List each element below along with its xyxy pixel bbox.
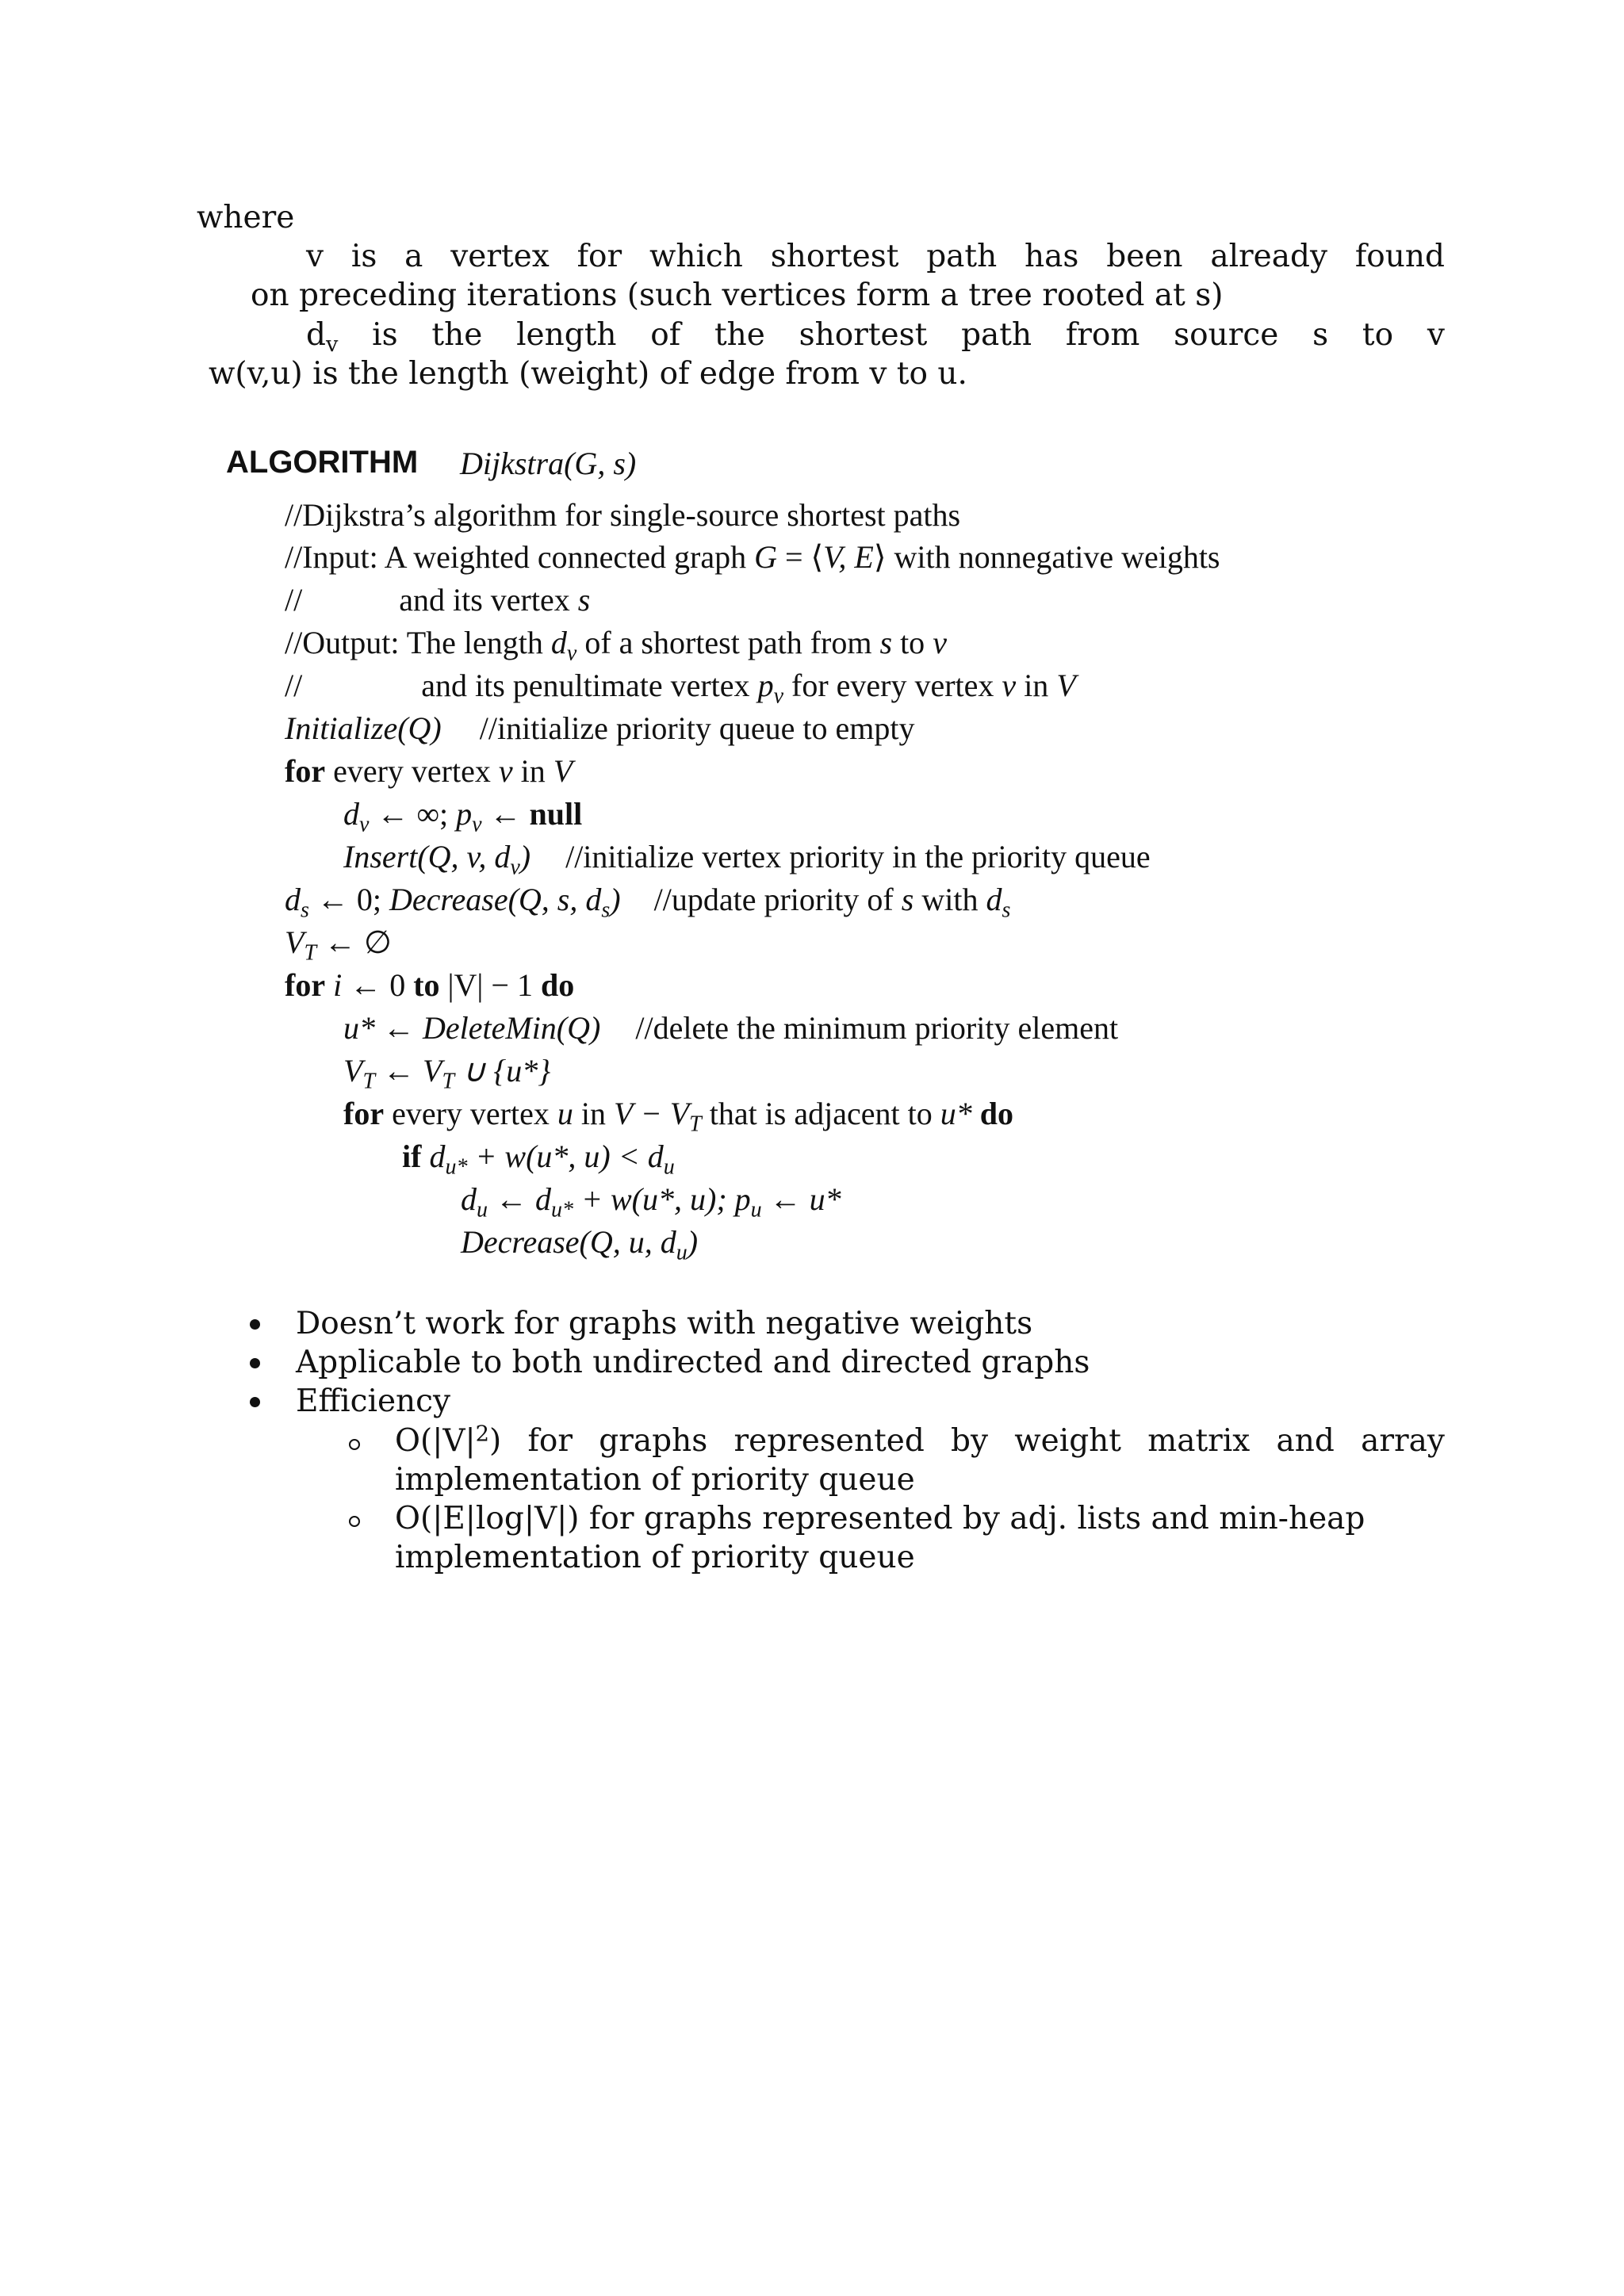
alg-line-deletemin: u* ← DeleteMin(Q) //delete the minimum priority element — [343, 1010, 1119, 1046]
efficiency-matrix-line-2: implementation of priority queue — [395, 1462, 915, 1498]
alg-line-init-dv: $d_v$ ← ∞; $p_v$ ← null — [343, 796, 583, 837]
where-label: where — [197, 200, 295, 235]
alg-line-if: if $d_{u*} + w(u*$, $u) < d_u$ — [402, 1138, 675, 1180]
alg-comment-1: //Dijkstra’s algorithm for single-source shortest paths — [285, 497, 961, 533]
alg-line-vt-union: $V_T$ ← $V_T$ ∪ {u*} — [343, 1053, 551, 1094]
bullet-dot — [250, 1397, 260, 1407]
intro-line-3: $d_v$ is the length of the shortest path from source s to v — [306, 317, 1445, 358]
alg-comment-output: //Output: The length $d_v$ of a shortest path from s to v — [285, 625, 947, 666]
alg-line-for-i: for i ← 0 to |V| − 1 do — [285, 967, 575, 1003]
alg-comment-input: //Input: A weighted connected graph G = ⟨V, E⟩ with nonnegative weights — [285, 539, 1220, 575]
bullet-dot — [250, 1319, 260, 1330]
alg-line-ds: $d_s$ ← 0; Decrease(Q, s, $d_s$) //update priority of s with $d_s$ — [285, 882, 1011, 923]
alg-line-vt-empty: $V_T$ ← ∅ — [285, 924, 392, 966]
intro-line-2: on preceding iterations (such vertices form a tree rooted at s) — [251, 277, 1224, 313]
alg-line-initialize: Initialize(Q) //initialize priority queue to empty — [285, 710, 915, 746]
intro-line-1: v is a vertex for which shortest path has been already found — [306, 239, 1445, 274]
alg-line-insert: Insert(Q, v, $d_v$) //initialize vertex priority in the priority queue — [343, 839, 1151, 880]
bullet-negative-weights: Doesn’t work for graphs with negative weights — [296, 1306, 1033, 1341]
alg-line-decrease: Decrease(Q, u, $d_u$) — [461, 1224, 699, 1265]
efficiency-matrix-line-1: $O(|V|^2)$ for graphs represented by weight matrix and array — [395, 1422, 1445, 1459]
sub-bullet-circle — [349, 1439, 360, 1450]
algorithm-name: Dijkstra(G, s) — [460, 446, 637, 481]
algorithm-heading: ALGORITHM — [226, 445, 419, 480]
intro-line-4: w(v,u) is the length (weight) of edge from v to u. — [209, 356, 967, 392]
alg-line-for-adjacent: for every vertex u in $V - V_T$ that is adjacent to u* do — [343, 1096, 1013, 1137]
bullet-dot — [250, 1358, 260, 1368]
alg-comment-output-cont: // and its penultimate vertex $p_v$ for every vertex v in V — [285, 668, 1076, 709]
bullet-applicable: Applicable to both undirected and directed graphs — [296, 1345, 1090, 1380]
efficiency-heap-line-1: O(|E|log|V|) for graphs represented by adj. lists and min-heap — [395, 1501, 1365, 1536]
alg-line-for-every-vertex: for every vertex v in V — [285, 753, 573, 789]
alg-line-relax: $d_u$ ← $d_{u*} + w(u*$, u); $p_u$ ← u* — [461, 1181, 841, 1223]
sub-bullet-circle — [349, 1516, 360, 1527]
efficiency-heap-line-2: implementation of priority queue — [395, 1540, 915, 1575]
bullet-efficiency: Efficiency — [296, 1383, 451, 1419]
alg-comment-input-cont: // and its vertex s — [285, 582, 591, 618]
